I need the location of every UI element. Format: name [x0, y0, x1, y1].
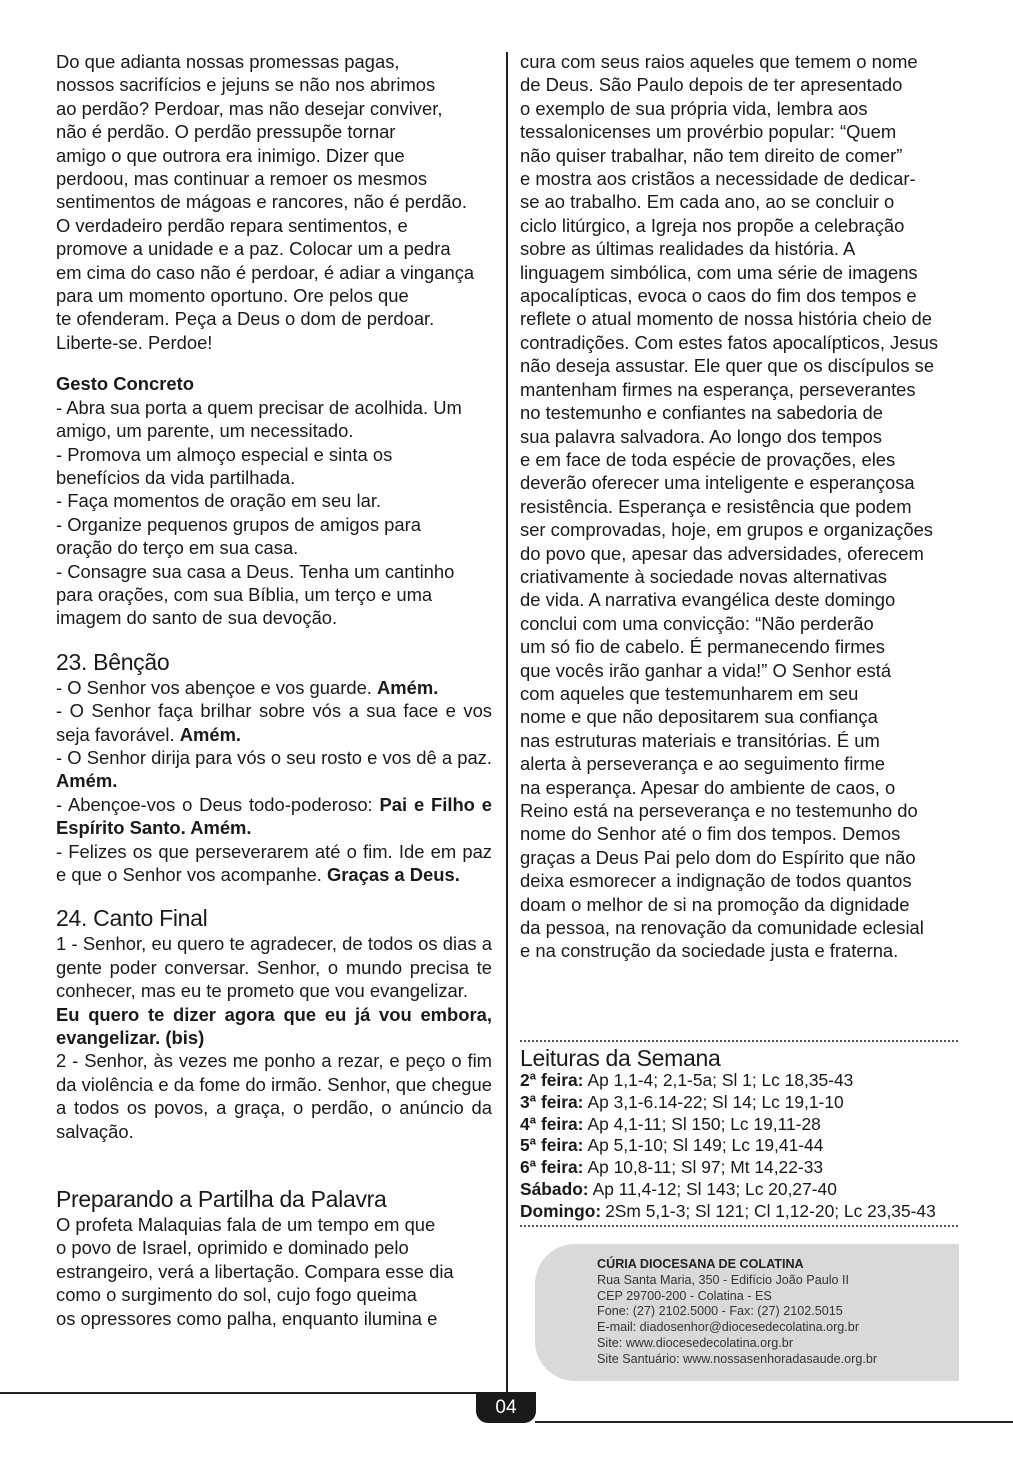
leitura-item: 6ª feira: Ap 10,8-11; Sl 97; Mt 14,22-33 — [520, 1157, 824, 1178]
reflection-paragraph — [520, 50, 958, 963]
reflection-line: doam o melhor de si na promoção da dignidade — [520, 893, 910, 915]
reflection-line: no testemunho e confiantes na sabedoria de — [520, 402, 883, 424]
gesto-concreto-list — [56, 396, 492, 630]
curia-site: Site: www.diocesedecolatina.org.br — [597, 1335, 794, 1350]
leitura-item: 3ª feira: Ap 3,1-6.14-22; Sl 14; Lc 19,1-10 — [520, 1091, 844, 1112]
reflection-line: reflete o atual momento de nossa história cheio de — [520, 308, 932, 330]
leitura-item: 2ª feira: Ap 1,1-4; 2,1-5a; Sl 1; Lc 18,35-43 — [520, 1070, 854, 1090]
reflection-line: com aqueles que testemunharem em seu — [520, 682, 859, 704]
bencao-heading: 23. Bênção — [56, 648, 170, 675]
reflection-line: deixa esmorecer a indignação de todos quantos — [520, 870, 912, 892]
gesto-line: - Faça momentos de oração em seu lar. — [56, 490, 382, 512]
reflection-line: criativamente à sociedade novas alternativas — [520, 565, 887, 587]
reflection-line: na esperança. Apesar do ambiente de caos, o — [520, 776, 896, 798]
intro-line: ao perdão? Perdoar, mas não desejar conviver, — [56, 97, 443, 119]
reflection-line: deverão oferecer uma inteligente e esperançosa — [520, 472, 915, 494]
gesto-concreto-title: Gesto Concreto — [56, 373, 194, 395]
gesto-line: - Abra sua porta a quem precisar de acolhida. Um — [56, 396, 462, 418]
leitura-item: Domingo: 2Sm 5,1-3; Sl 121; Cl 1,12-20; Lc 23,35-43 — [520, 1200, 936, 1221]
intro-line: não é perdão. O perdão pressupõe tornar — [56, 121, 396, 143]
partilha-line: estrangeiro, verá a libertação. Compara esse dia — [56, 1260, 454, 1282]
intro-line: nossos sacrifícios e jejuns se não nos abrimos — [56, 74, 436, 96]
reflection-line: contradições. Com estes fatos apocalípticos, Jesus — [520, 331, 939, 353]
gesto-line: oração do terço em sua casa. — [56, 537, 299, 559]
intro-line: em cima do caso não é perdoar, é adiar a vingança — [56, 261, 475, 283]
reflection-line: linguagem simbólica, com uma série de imagens — [520, 261, 918, 283]
partilha-heading: Preparando a Partilha da Palavra — [56, 1186, 387, 1213]
bencao-item: - O Senhor dirija para vós o seu rosto e vos dê a paz. Amém. — [56, 746, 492, 792]
intro-line: amigo o que outrora era inimigo. Dizer que — [56, 144, 405, 166]
partilha-line: O profeta Malaquias fala de um tempo em que — [56, 1214, 436, 1236]
reflection-line: da pessoa, na renovação da comunidade eclesial — [520, 917, 924, 939]
partilha-line: o povo de Israel, oprimido e dominado pelo — [56, 1237, 409, 1259]
reflection-line: e na construção da sociedade justa e fraterna. — [520, 940, 899, 962]
column-divider — [506, 52, 508, 1392]
partilha-paragraph — [56, 1213, 492, 1330]
leituras-list — [520, 1070, 960, 1223]
leituras-heading: Leituras da Semana — [520, 1045, 721, 1071]
reflection-line: nome do Senhor até o fim dos tempos. Demos — [520, 823, 901, 845]
right-column — [520, 50, 958, 963]
canto-refrain: Eu quero te dizer agora que eu já vou embora, evangelizar. (bis) — [56, 1003, 492, 1049]
gesto-line: amigo, um parente, um necessitado. — [56, 420, 354, 442]
reflection-line: nome e que não depositarem sua confiança — [520, 706, 878, 728]
curia-contact — [597, 1257, 877, 1368]
bencao-item: - O Senhor vos abençoe e vos guarde. Amém. — [56, 676, 439, 698]
intro-line: perdoou, mas continuar a remoer os mesmos — [56, 168, 428, 190]
reflection-line: apocalípticas, evoca o caos do fim dos tempos e — [520, 285, 917, 307]
curia-phone: Fone: (27) 2102.5000 - Fax: (27) 2102.5015 — [597, 1304, 843, 1319]
reflection-line: um só fio de cabelo. É permanecendo firmes — [520, 636, 885, 658]
reflection-line: se ao trabalho. Em cada ano, ao se concluir o — [520, 191, 895, 213]
canto-verse-1: 1 - Senhor, eu quero te agradecer, de todos os dias a gente poder conversar. Senhor, o mundo precisa te conhecer, mas eu te prometo que vou evangelizar. — [56, 933, 492, 1002]
left-column — [56, 50, 492, 1330]
footer-rule-left — [0, 1392, 480, 1394]
gesto-line: - Organize pequenos grupos de amigos para — [56, 513, 421, 535]
reflection-line: sobre as últimas realidades da história. A — [520, 238, 856, 260]
reflection-line: de Deus. São Paulo depois de ter apresentado — [520, 74, 903, 96]
partilha-line: os opressores como palha, enquanto ilumina e — [56, 1307, 438, 1329]
curia-email: E-mail: diadosenhor@diocesedecolatina.org.br — [597, 1320, 860, 1335]
curia-name: CÚRIA DIOCESANA DE COLATINA — [597, 1257, 804, 1271]
reflection-line: do povo que, apesar das adversidades, oferecem — [520, 542, 924, 564]
reflection-line: que vocês irão ganhar a vida!” O Senhor está — [520, 659, 892, 681]
reflection-line: o exemplo de sua própria vida, lembra aos — [520, 97, 868, 119]
reflection-line: ciclo litúrgico, a Igreja nos propõe a celebração — [520, 214, 905, 236]
reflection-line: e em face de toda espécie de provações, eles — [520, 448, 896, 470]
gesto-line: imagem do santo de sua devoção. — [56, 607, 338, 629]
intro-line: promove a unidade e a paz. Colocar um a pedra — [56, 238, 451, 260]
reflection-line: tessalonicenses um provérbio popular: “Quem — [520, 121, 897, 143]
reflection-line: conclui com uma convicção: “Não perderão — [520, 612, 874, 634]
curia-site-santuario: Site Santuário: www.nossasenhoradasaude.org.br — [597, 1351, 878, 1366]
canto-verse-2: 2 - Senhor, às vezes me ponho a rezar, e peço o fim da violência e da fome do irmão. Senhor, que chegue a todos os povos, a graça, o perdão, o anúncio da salvação. — [56, 1050, 492, 1142]
intro-line: te ofenderam. Peça a Deus o dom de perdoar. — [56, 308, 435, 330]
reflection-line: alerta à perseverança e ao seguimento firme — [520, 753, 885, 775]
leitura-item: 5ª feira: Ap 5,1-10; Sl 149; Lc 19,41-44 — [520, 1135, 824, 1156]
curia-cep: CEP 29700-200 - Colatina - ES — [597, 1288, 772, 1303]
gesto-line: para orações, com sua Bíblia, um terço e uma — [56, 583, 433, 605]
bencao-item: - Abençoe-vos o Deus todo-poderoso: Pai e Filho e Espírito Santo. Amém. — [56, 793, 492, 839]
leituras-bottom-divider — [520, 1225, 958, 1227]
reflection-line: Reino está na perseverança e no testemunho do — [520, 800, 918, 821]
reflection-line: nas estruturas materiais e transitórias. É um — [520, 729, 880, 751]
gesto-line: - Promova um almoço especial e sinta os — [56, 443, 393, 465]
page-number: 04 — [476, 1392, 536, 1423]
footer-rule-right — [535, 1421, 1013, 1423]
reflection-line: não quiser trabalhar, não tem direito de comer” — [520, 144, 903, 166]
partilha-line: como o surgimento do sol, cujo fogo queima — [56, 1284, 417, 1306]
gesto-line: - Consagre sua casa a Deus. Tenha um cantinho — [56, 560, 455, 582]
gesto-line: benefícios da vida partilhada. — [56, 466, 296, 488]
reflection-line: graças a Deus Pai pelo dom do Espírito que não — [520, 846, 916, 868]
intro-line: para um momento oportuno. Ore pelos que — [56, 285, 409, 307]
intro-line: sentimentos de mágoas e rancores, não é perdão. — [56, 191, 467, 213]
intro-line: O verdadeiro perdão repara sentimentos, e — [56, 214, 408, 236]
leitura-item: 4ª feira: Ap 4,1-11; Sl 150; Lc 19,11-28 — [520, 1113, 821, 1134]
bencao-item: - Felizes os que perseverarem até o fim. Ide em paz e que o Senhor vos acompanhe. Graças a Deus. — [56, 840, 492, 885]
curia-address: Rua Santa Maria, 350 - Edifício João Paulo II — [597, 1272, 850, 1287]
leituras-top-divider — [520, 1040, 958, 1042]
reflection-line: resistência. Esperança e resistência que podem — [520, 495, 912, 517]
reflection-line: sua palavra salvadora. Ao longo dos tempos — [520, 425, 882, 447]
reflection-line: não deseja assustar. Ele quer que os discípulos se — [520, 355, 935, 377]
reflection-line: ser comprovadas, hoje, em grupos e organizações — [520, 519, 933, 541]
reflection-line: de vida. A narrativa evangélica deste domingo — [520, 589, 896, 611]
intro-paragraph — [56, 50, 492, 354]
leitura-item: Sábado: Ap 11,4-12; Sl 143; Lc 20,27-40 — [520, 1178, 837, 1199]
bencao-item: - O Senhor faça brilhar sobre vós a sua face e vos seja favorável. Amém. — [56, 700, 492, 745]
reflection-line: cura com seus raios aqueles que temem o nome — [520, 51, 918, 72]
intro-line: Liberte-se. Perdoe! — [56, 331, 213, 353]
bencao-list — [56, 676, 492, 887]
canto-final-heading: 24. Canto Final — [56, 905, 208, 932]
intro-line: Do que adianta nossas promessas pagas, — [56, 51, 400, 72]
reflection-line: e mostra aos cristãos a necessidade de dedicar- — [520, 168, 916, 190]
reflection-line: mantenham firmes na esperança, perseverantes — [520, 378, 916, 400]
